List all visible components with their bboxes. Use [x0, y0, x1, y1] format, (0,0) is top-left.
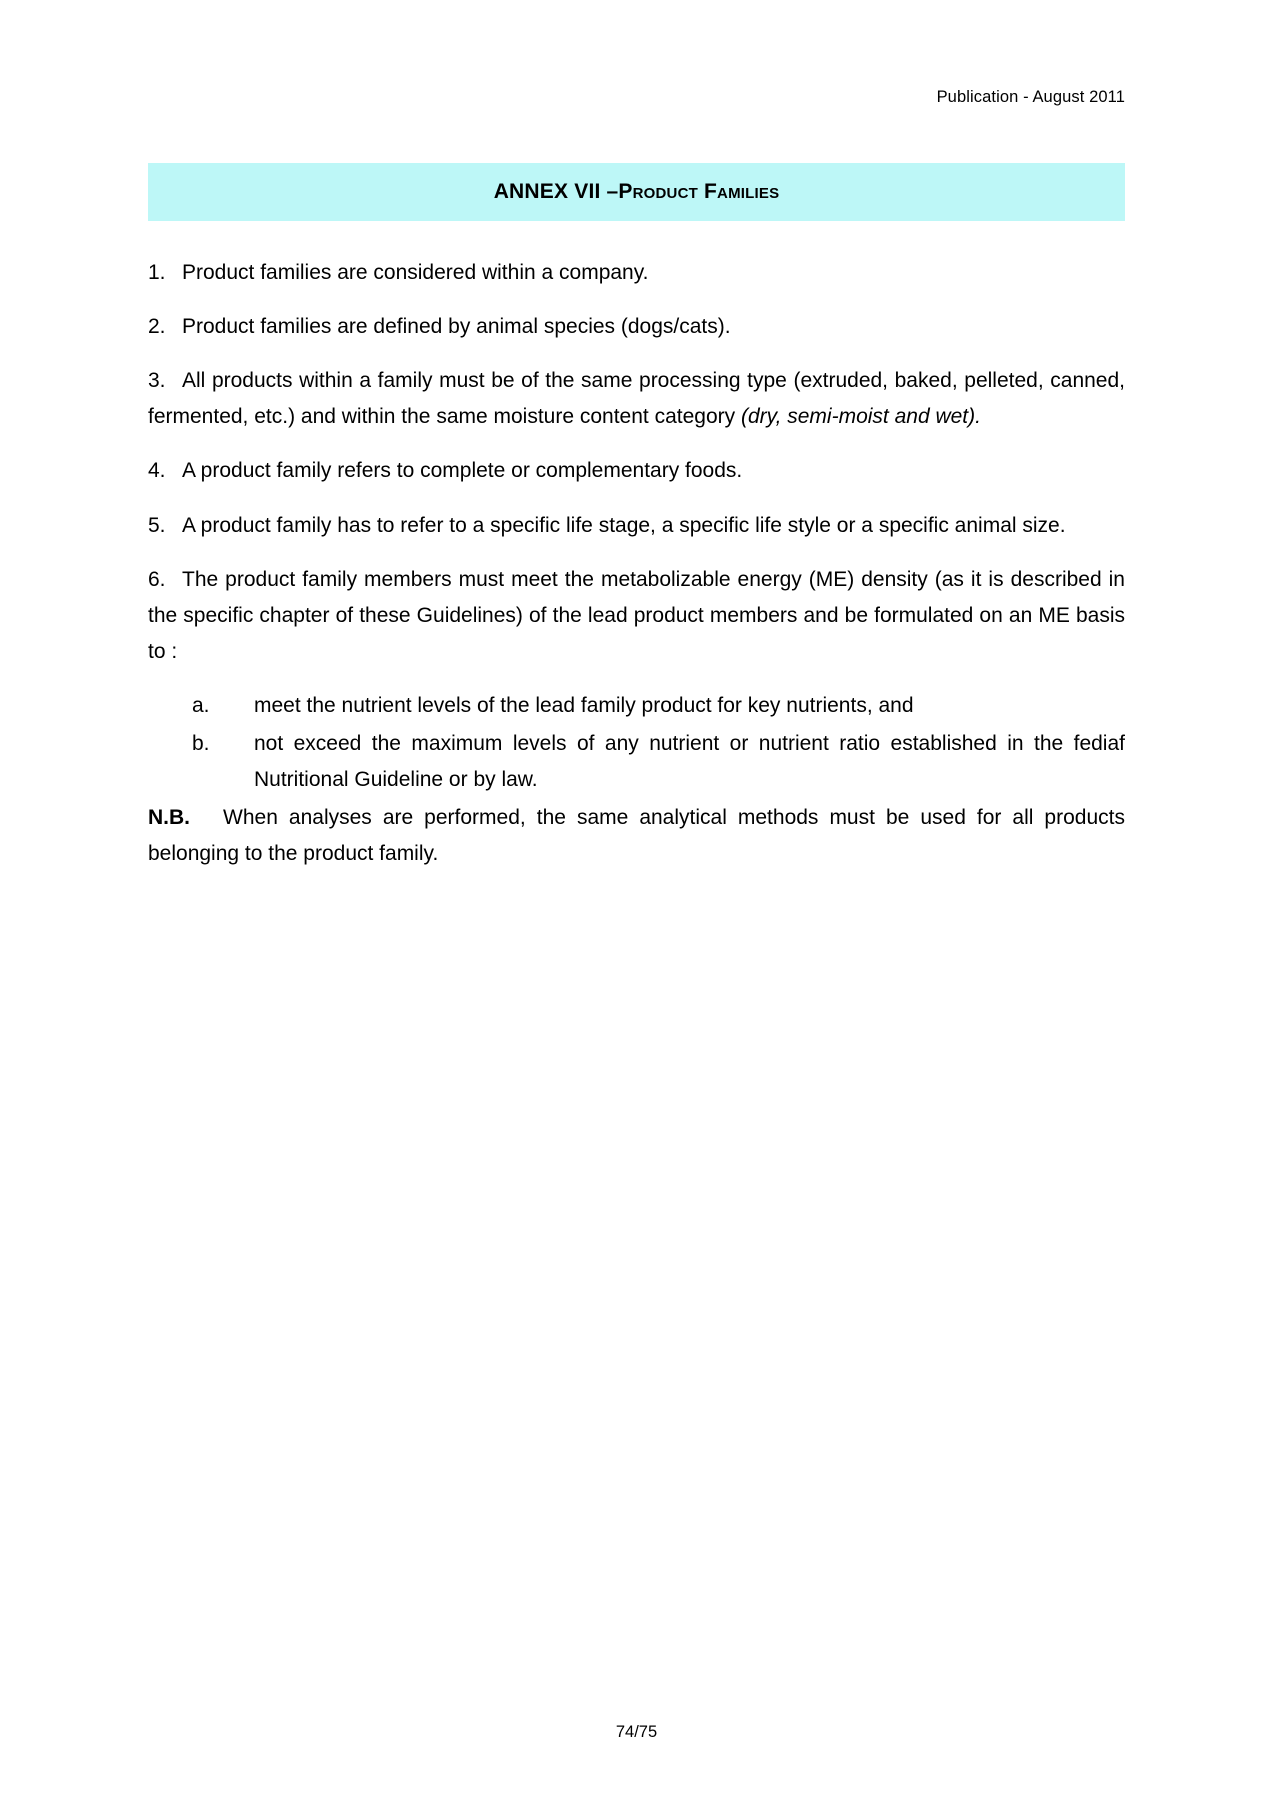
nb-label: N.B.: [148, 806, 190, 830]
list-item: [148, 309, 1125, 345]
page-number: 74/75: [615, 1723, 658, 1741]
list-item: [148, 562, 1125, 670]
list-item-text: Product families are considered within a company.: [182, 261, 649, 284]
sub-list-item-text: meet the nutrient levels of the lead family product for key nutrients, and: [254, 693, 914, 717]
list-item-text: A product family refers to complete or complementary foods.: [182, 459, 743, 483]
list-item-text: All products within a family must be of the same processing type (extruded, baked, pelleted, canned, fermented, etc.) and within the same moisture content category: [148, 369, 1125, 429]
list-item-number: 2.: [148, 315, 166, 339]
sub-list-item-label: b.: [192, 732, 210, 756]
sub-list-item: [148, 726, 1125, 798]
page-footer: [0, 1723, 1273, 1742]
list-item-number: 5.: [148, 513, 166, 537]
page-header: [937, 88, 1125, 107]
annex-title-main: ANNEX VII –: [493, 180, 619, 203]
list-item: [148, 453, 1125, 489]
list-item-text: A product family has to refer to a specific life stage, a specific life style or a specific animal size.: [182, 513, 1066, 537]
sub-list-item-label: a.: [192, 693, 210, 717]
list-item-number: 6.: [148, 567, 166, 591]
list-item-number: 1.: [148, 261, 166, 284]
document-content: [148, 163, 1125, 891]
list-item-number: 3.: [148, 369, 166, 393]
list-item-text: The product family members must meet the metabolizable energy (ME) density (as it is described in the specific chapter of these Guidelines) of the lead product members and be formulated on an ME basis to :: [148, 567, 1125, 663]
list-item: [148, 508, 1125, 544]
nb-text: When analyses are performed, the same analytical methods must be used for all products belonging to the product family.: [148, 806, 1125, 866]
list-item: [148, 255, 1125, 291]
publication-label: Publication - August 2011: [936, 88, 1125, 106]
annex-title-band: [148, 163, 1125, 221]
nb-note: [148, 800, 1125, 872]
list-item-text: Product families are defined by animal species (dogs/cats).: [182, 315, 731, 339]
list-item-number: 4.: [148, 459, 166, 483]
annex-title-smallcaps: Product Families: [618, 180, 780, 203]
list-item-text-italic: (dry, semi-moist and wet).: [740, 405, 981, 429]
list-item: [148, 363, 1125, 435]
sub-list-item-text: not exceed the maximum levels of any nutrient or nutrient ratio established in the fediaf Nutritional Guideline or by law.: [254, 732, 1125, 792]
sub-list-item: [148, 688, 1125, 724]
